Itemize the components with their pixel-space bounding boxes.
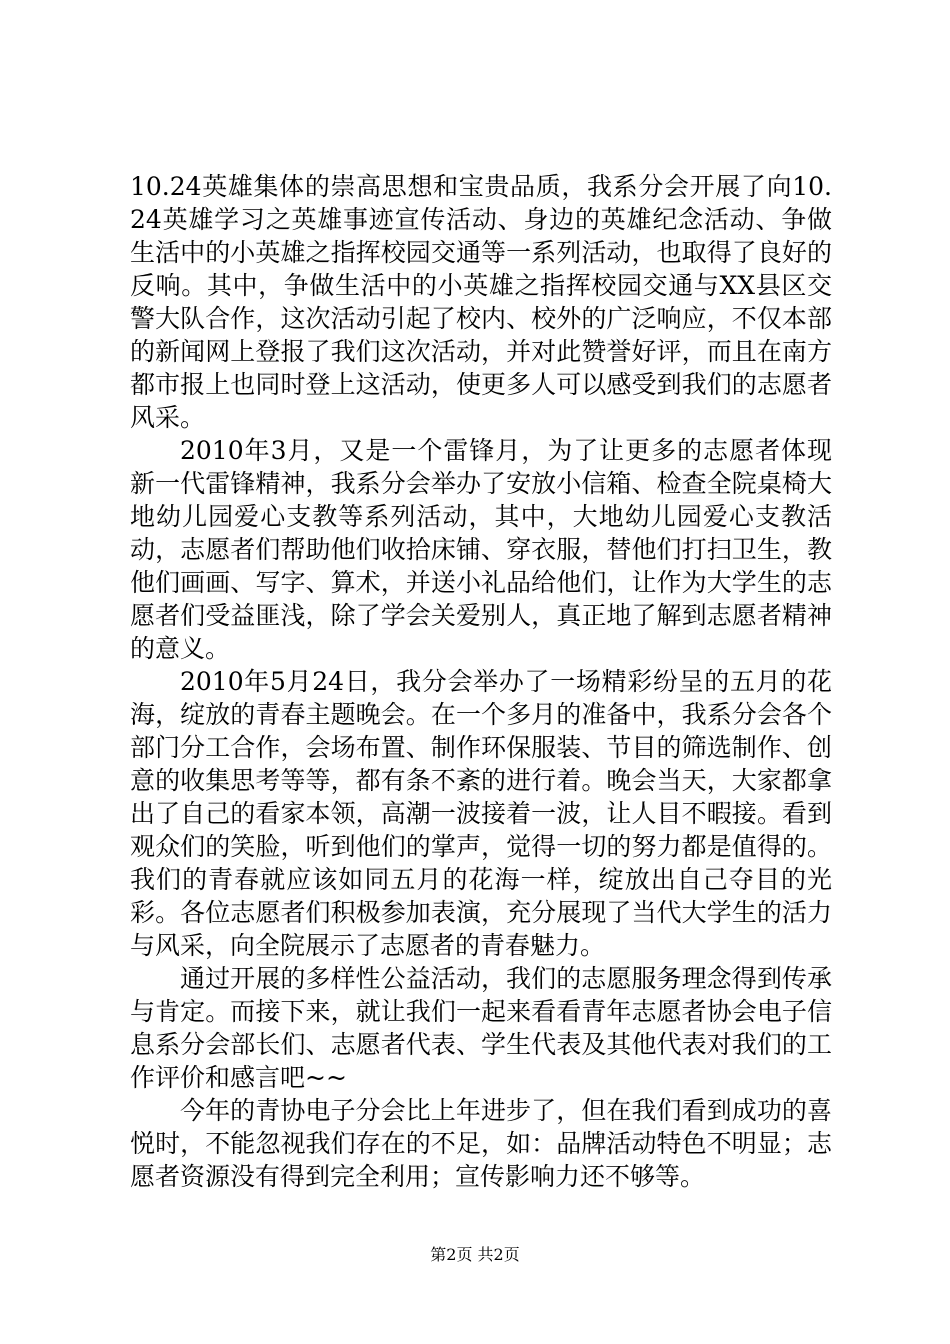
document-body xyxy=(130,170,832,1193)
paragraph-5: 今年的青协电子分会比上年进步了，但在我们看到成功的喜悦时，不能忽视我们存在的不足，如：品牌活动特色不明显；志愿者资源没有得到完全利用；宣传影响力还不够等。 xyxy=(130,1096,832,1191)
paragraph-2: 2010年3月，又是一个雷锋月，为了让更多的志愿者体现新一代雷锋精神，我系分会举办了安放小信箱、检查全院桌椅大地幼儿园爱心支教等系列活动，其中，大地幼儿园爱心支教活动，志愿者们帮助他们收拾床铺、穿衣服，替他们打扫卫生，教他们画画、写字、算术，并送小礼品给他们，让作为大学生的志愿者们受益匪浅，除了学会关爱别人，真正地了解到志愿者精神的意义。 xyxy=(130,436,832,663)
paragraph-1: 10.24英雄集体的崇高思想和宝贵品质，我系分会开展了向10.24英雄学习之英雄事迹宣传活动、身边的英雄纪念活动、争做生活中的小英雄之指挥校园交通等一系列活动，也取得了良好的反响。其中，争做生活中的小英雄之指挥校园交通与XX县区交警大队合作，这次活动引起了校内、校外的广泛响应，不仅本部的新闻网上登报了我们这次活动，并对此赞誉好评，而且在南方都市报上也同时登上这活动，使更多人可以感受到我们的志愿者风采。 xyxy=(130,172,832,432)
paragraph-3: 2010年5月24日，我分会举办了一场精彩纷呈的五月的花海，绽放的青春主题晚会。在一个多月的准备中，我系分会各个部门分工合作，会场布置、制作环保服装、节目的筛选制作、创意的收集思考等等，都有条不紊的进行着。晚会当天，大家都拿出了自己的看家本领，高潮一波接着一波，让人目不暇接。看到观众们的笑脸，听到他们的掌声，觉得一切的努力都是值得的。我们的青春就应该如同五月的花海一样，绽放出自己夺目的光彩。各位志愿者们积极参加表演，充分展现了当代大学生的活力与风采，向全院展示了志愿者的青春魅力。 xyxy=(130,667,832,960)
paragraph-4: 通过开展的多样性公益活动，我们的志愿服务理念得到传承与肯定。而接下来，就让我们一起来看看青年志愿者协会电子信息系分会部长们、志愿者代表、学生代表及其他代表对我们的工作评价和感言吧~~ xyxy=(130,964,832,1092)
page-number-footer: 第2页 共2页 xyxy=(430,1245,520,1264)
